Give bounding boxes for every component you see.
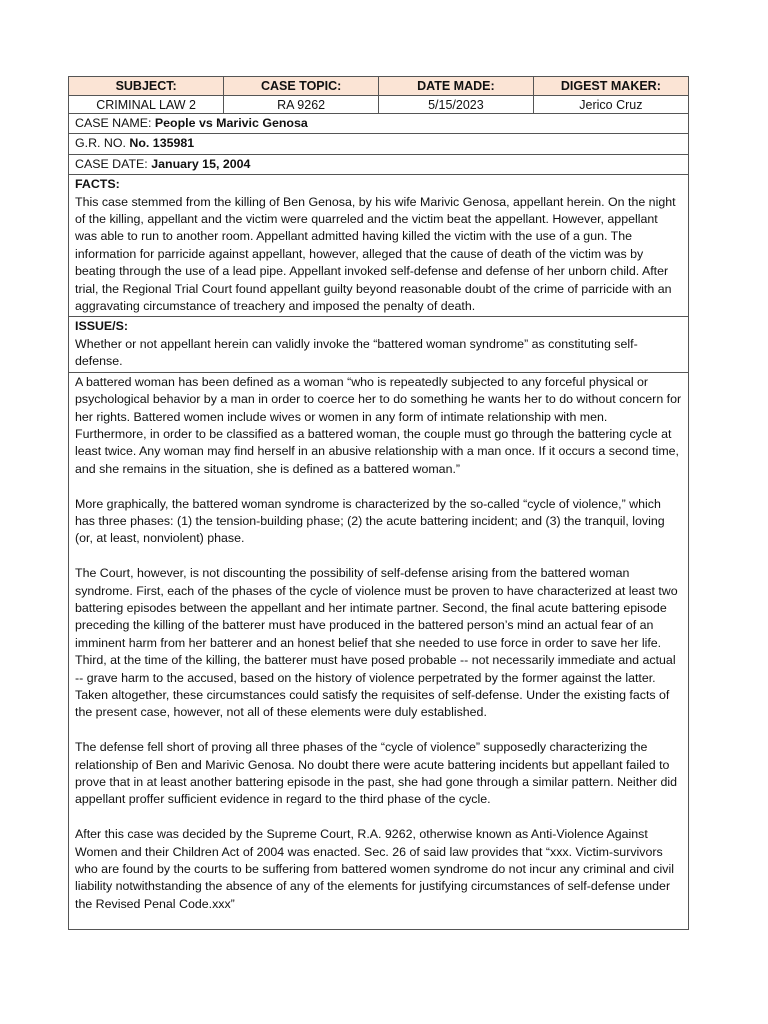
subject-value: CRIMINAL LAW 2 (69, 96, 224, 114)
gr-no-row (69, 134, 688, 154)
gr-no-value: No. 135981 (129, 136, 195, 151)
issues-heading: ISSUE/S: (75, 319, 129, 334)
ruling-section (69, 373, 688, 930)
case-digest-document (68, 76, 689, 930)
facts-section (69, 175, 688, 317)
gr-no-label: G.R. NO. (75, 136, 126, 151)
header-value-row (69, 96, 688, 114)
ruling-paragraph-2: More graphically, the battered woman syndrome is characterized by the so-called “cycle of violence,” which has three phases: (1) the tension-building phase; (2) the acute battering incident; and (3) the tranquil, loving (or, at least, nonviolent) phase. (75, 496, 665, 546)
case-topic-label: CASE TOPIC: (224, 77, 379, 96)
case-date-row (69, 155, 688, 175)
date-made-value: 5/15/2023 (379, 96, 534, 114)
case-name-row (69, 114, 688, 134)
ruling-paragraph-1: A battered woman has been defined as a woman “who is repeatedly subjected to any forceful physical or psychological behavior by a man in order to coerce her to do something he wants her to do without concern for her rights. Battered women include wives or women in any form of intimate relationship with men. Furthermore, in order to be classified as a battered woman, the couple must go through the battering cycle at least twice. Any woman may find herself in an abusive relationship with a man once. If it occurs a second time, and she remains in the situation, she is defined as a battered woman.” (75, 374, 682, 476)
subject-label: SUBJECT: (69, 77, 224, 96)
digest-header-table (69, 77, 688, 114)
ruling-paragraph-4: The defense fell short of proving all three phases of the “cycle of violence” supposedly characterizing the relationship of Ben and Marivic Genosa. No doubt there were acute battering incidents but appellant failed to prove that in at least another battering episode in the past, she had gone through a similar pattern. Neither did appellant proffer sufficient evidence in regard to the third phase of the cycle. (75, 740, 678, 807)
ruling-paragraph-3: The Court, however, is not discounting the possibility of self-defense arising from the battered woman syndrome. First, each of the phases of the cycle of violence must be proven to have characterized at least two battering episodes between the appellant and her intimate partner. Second, the final acute battering episode preceding the killing of the batterer must have produced in the battered person’s mind an actual fear of an imminent harm from her batterer and an honest belief that she needed to use force in order to save her life. Third, at the time of the killing, the batterer must have posed probable -- not necessarily immediate and actual -- grave harm to the accused, based on the history of violence perpetrated by the former against the latter. Taken altogether, these circumstances could satisfy the requisites of self-defense. Under the existing facts of the present case, however, not all of these elements were duly established. (75, 566, 678, 720)
header-label-row (69, 77, 688, 96)
case-name-label: CASE NAME: (75, 116, 152, 130)
case-date-value: January 15, 2004 (151, 156, 251, 171)
case-topic-value: RA 9262 (224, 96, 379, 114)
digest-maker-value: Jerico Cruz (533, 96, 688, 114)
date-made-label: DATE MADE: (379, 77, 534, 96)
digest-maker-label: DIGEST MAKER: (533, 77, 688, 96)
case-name-value: People vs Marivic Genosa (154, 116, 308, 130)
case-date-label: CASE DATE: (75, 156, 148, 171)
facts-heading: FACTS: (75, 177, 120, 192)
ruling-paragraph-5: After this case was decided by the Supreme Court, R.A. 9262, otherwise known as Anti-Violence Against Women and their Children Act of 2004 was enacted. Sec. 26 of said law provides that “xxx. Victim-survivors who are found by the courts to be suffering from battered women syndrome do not incur any criminal and civil liability notwithstanding the absence of any of the elements for justifying circumstances of self-defense under the Revised Penal Code.xxx” (75, 827, 674, 911)
issues-text: Whether or not appellant herein can validly invoke the “battered woman syndrome” as constituting self-defense. (75, 336, 638, 369)
facts-text: This case stemmed from the killing of Ben Genosa, by his wife Marivic Genosa, appellant herein. On the night of the killing, appellant and the victim were quarreled and the victim beat the appellant. However, appellant was able to run to another room. Appellant admitted having killed the victim with the use of a gun. The information for parricide against appellant, however, alleged that the cause of death of the victim was by beating through the use of a lead pipe. Appellant invoked self-defense and defense of her unborn child. After trial, the Regional Trial Court found appellant guilty beyond reasonable doubt of the crime of parricide with an aggravating circumstance of treachery and imposed the penalty of death. (75, 194, 676, 314)
issues-section (69, 317, 688, 372)
